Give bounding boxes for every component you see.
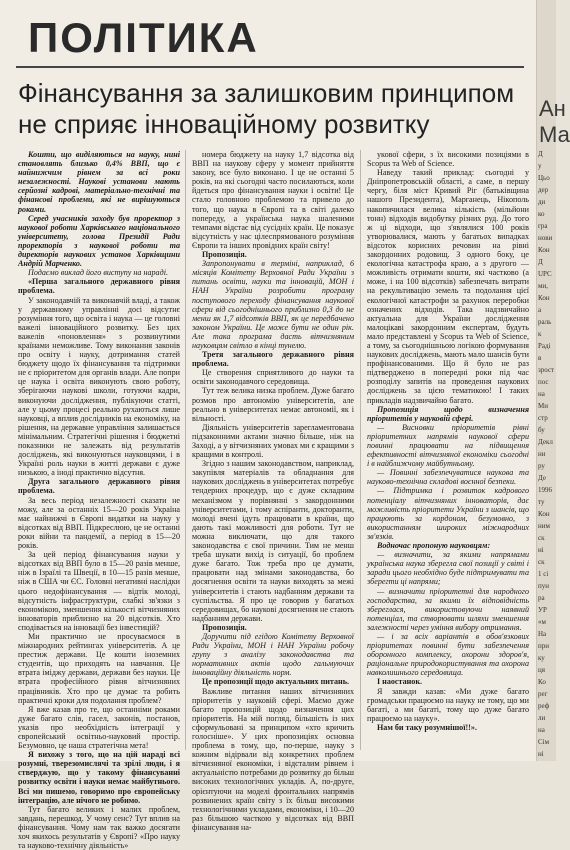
paragraph: — Висновки пріоритетів рівні пріоритетних напрямів наукової сфери повинні працювати на підвищення ефективності вітчизняної економіки сьогодні і в найближчому майбутньому. bbox=[367, 422, 529, 469]
article-column-1 bbox=[18, 150, 180, 850]
edge-text-line: пун bbox=[538, 582, 549, 590]
section-header bbox=[16, 14, 524, 64]
edge-text-line: ту bbox=[538, 498, 545, 506]
edge-text-line: реф bbox=[538, 702, 550, 710]
paragraph: Друга загального державного рівня проблема. bbox=[18, 477, 180, 496]
paragraph: Згідно з нашим законодавством, наприклад, закупівля матеріалів та обладнання для наукових досліджень в університетах потребує тендерних процедур, що є дуже складним механізмом у порівнянні з закордонними університетами, і тому аспіранти, докторанти, молоді вчені ідуть працювати в країни, що дають такі можливості для роботи. Тут не можна виключати, що для такого законодавства є свої причини. Тим не менш треба шукати вихід із ситуації, бо проблем дуже багато. Тож треба про це думати, працювати над змінами законодавства, бо досягнення освіти та науки виходять за межі університетів і стають надбанням держави та суспільства. Я про це говорив у багатьох середовищах, бо наукові досягнення не стають надбанням держави. bbox=[192, 459, 354, 623]
edge-text-line: стр bbox=[538, 414, 548, 422]
edge-text-line: ск bbox=[538, 558, 545, 566]
paragraph: — Підтримка і розвиток кадрового потенціалу вітчизняних інноваторів, дає можливість пріоритети України з шансів, що працюють за кордоном, безумовно, з використанням широких міжнародних зв'язків. bbox=[367, 486, 529, 541]
edge-text-line: Цьо bbox=[538, 174, 550, 182]
edge-text-line: Раді bbox=[538, 342, 551, 350]
edge-text-line: пос bbox=[538, 378, 549, 386]
edge-text-line: Д bbox=[538, 150, 543, 158]
paragraph: Доручити під егідою Комітету Верховної Ради України, МОН і НАН України робочу групу з аналізу законодавства та нормативних актів щодо гальмуючих інноваційну діяльність норм. bbox=[192, 631, 354, 678]
edge-text-line: ко bbox=[538, 210, 545, 218]
article-headline bbox=[18, 78, 528, 140]
paragraph: — визначити пріоритетні для народного господарства, за якими їх відповідність збереглася, використовуючи наявний потенціал, та створювати шляхи зменшення залежності через уміння вибору отримання. bbox=[367, 586, 529, 632]
paragraph: Тут теж велика низка проблем. Дуже багато розмов про автономію університетів, але реально в університетах немає автономії, як і вільності. bbox=[192, 386, 354, 423]
edge-text-line: ра bbox=[538, 594, 545, 602]
edge-text-line: ми, bbox=[538, 282, 548, 290]
edge-text-line: ні bbox=[538, 750, 544, 758]
paragraph: Я вихожу з того, що на цій нараді всі розумні, тверезомислячі та зрілі люди, і я стверджую, що у такому фінансуванні розвитку освіти і науки немає майбутнього. Всі ми пишемо, говоримо про європейську інтеграцію, але нічого не робимо. bbox=[18, 750, 180, 805]
edge-text-line: рег bbox=[538, 690, 548, 698]
edge-text-line: нови bbox=[538, 234, 553, 242]
edge-text-line: у bbox=[538, 162, 542, 170]
edge-text-line: ли bbox=[538, 714, 546, 722]
article-columns bbox=[18, 150, 530, 850]
paragraph: Кошти, що виділяються на науку, нині становлять близько 0,4% ВВП, що є найнижчим рівнем за всі роки незалежності. Наукові установи мають серйозні кадрові, матеріально-технічні та фінансові проблеми, які не вирішуються роками. bbox=[18, 150, 180, 214]
paragraph: У законодавчій та виконавчій владі, а також у державному управлінні досі відсутнє розуміння того, що освіта і наука — це головні важелі інноваційного розвитку. Без цих важелів «поновлення» з розвинутими країнами неможливе. Тому виконання законів про освіту і науку, дотримання статей бюджету щодо їх фінансування та підтримки не є пріоритетом для органів влади. Але попри це наука і освіта виконують свою роботу, зберігаючи наукові школи, готуючи кадри, виконуючи дослідження, публікуючи статті, але у цьому процесі реально рухаються лише науковці, а вплив дослідників на економіку, на рішення, на державне управління залишається мінімальним. Стратегічні рішення і бюджетні показники не залежать від результатів досліджень, які виконуються науковцями, і в Україні роль науки в житті держави є дуже низькою, а іноді практично відсутня. bbox=[18, 295, 180, 478]
edge-text-line: ск bbox=[538, 534, 545, 542]
paragraph: Наведу такий приклад: сьогодні у Дніпропетровській області, а саме, в першу чергу, біля міст Кривий Ріг (батьківщина нашого Президента), Марганець, Нікополь накопичилася велика кількість (мільйони тонн) відходів видобутку різних руд. До того ж ці відходи, що з'являлися 100 років утворювалися, мають у багатьох випадках відсоток корисних речовин на рівні закордонних родовищ. З одного боку, це екологічна катастрофа краю, а з другого — можливість отримати кошти, які частково (а може, і на 100 відсотків) забезпечать витрати на рекультивацію земель та подолання цієї екологічної катастрофи за рахунок переробки означених відходів. Така надзвичайно актуальна для України дослідження малоцікаві закордонним експертам, будуть мало представлені у Scopus та Web of Science, а тому, за сьогоднішньою логікою формування наукових досліджень, мають мало шансів бути профінансованими. Що й було не раз підтверджено в попередні роки під час розподілу запитів на проведення наукових досліджень за цією тематикою! І таких прикладів надзвичайно багато. bbox=[367, 168, 529, 405]
paragraph: номера бюджету на науку 1,7 відсотка від ВВП на наукову сферу у момент прийняття закону, все було виконано. І це не останні 5 років, на які сьогодні часто посилаються, коли йдеться про фінансування науки і освіти! Це стало головною проблемою та привело до того, що наука в Європі та в світі далеко попереду, а українська наука шаленими темпами відстає від сусідніх країн. Це показує відсутність у нас цілеспрямованого розуміння Європи та інших провідних країн світу! bbox=[192, 150, 354, 250]
edge-text-line: Ми bbox=[538, 402, 548, 410]
paragraph: За весь період незалежності сказати не можу, але за останніх 15—20 років Україна має найнижчі в Європі видатки на науку у відсотках від ВВП. Підкреслюю, це не останні роки війни та пандемії, а період в 15—20 років. bbox=[18, 495, 180, 551]
edge-text-line: на bbox=[538, 390, 545, 398]
section-label: ПОЛІТИКА bbox=[28, 14, 259, 61]
paragraph: Водночас пропоную науковцям: bbox=[377, 541, 491, 551]
headline-line-2: не сприяє інноваційному розвитку bbox=[18, 109, 430, 139]
paragraph: «Перша загального державного рівня проблема. bbox=[18, 277, 180, 296]
edge-text-line: при bbox=[538, 642, 549, 650]
edge-text-line: На bbox=[538, 630, 547, 638]
edge-text-line: UPC bbox=[538, 270, 552, 278]
paragraph: Подаємо виклад його виступу на нараді. bbox=[28, 268, 168, 278]
edge-text-line: ди bbox=[538, 198, 546, 206]
edge-text-line: гра bbox=[538, 222, 548, 230]
adjacent-text-fragments bbox=[538, 150, 555, 762]
edge-text-line: в bbox=[538, 354, 542, 362]
paragraph: Діяльність університетів зарегламентована підзаконними актами значно більше, ніж на Заході, а у вітчизняних умовах ми є кращими з кращими в контролі. bbox=[192, 422, 354, 460]
paragraph: За цей період фінансування науки у відсотках від ВВП було в 15—20 разів менше, ніж в Ізраїлі та Швеції, в 10—15 разів менше, ніж в США чи ЄС. Головні негативні наслідки цього недофінансування — відтік молоді, відсутність інфраструктури, слабкі зв'язки з економікою, зменшення кількості вітчизняних інноваторів приблизно на 20 відсотків. Хто сподівається на інновації без інвестицій? bbox=[18, 550, 180, 632]
edge-text-line: раль bbox=[538, 318, 552, 326]
edge-text-line: ця bbox=[538, 666, 545, 674]
edge-text-line: к bbox=[538, 330, 542, 338]
paragraph: Я завжди казав: «Ми дуже багато громадськи працюємо на науку не тому, що ми багаті, а ми багаті, тому що дуже багато працюємо на науку». bbox=[367, 686, 529, 723]
edge-text-line: Кон bbox=[538, 510, 550, 518]
edge-text-line: ру bbox=[538, 462, 545, 470]
edge-text-line: а bbox=[538, 306, 542, 314]
edge-text-line: Кон bbox=[538, 294, 550, 302]
edge-text-line: ні bbox=[538, 546, 544, 554]
paragraph: Важливе питання наших вітчизняних пріоритетів у науковій сфері. Маємо дуже багато пропозицій щодо визначення цих пріоритетів. На мій погляд, більшість із них сформульовані за принципом «хто кричить голосніше». У цих пропозиціях основна проблема в тому, що, по-перше, науку з кожним відірвали від конкретних проблем вітчизняної економіки, і відсталим рівнем і актуальністю потребами до розвитку до більш високих технологічних укладів. А, по-друге, орієнтуючи на моделі фронтальних напрямів розвинених країн світу з їх більш високими технологічними укладами, економіки, і 10—20 раз більшою часткою у відсотках від ВВП фінансування на- bbox=[192, 686, 354, 832]
paragraph: Пропозиція щодо визначення пріоритетів у науковій сфері. bbox=[367, 404, 529, 423]
paragraph: Запропонувати в терміні, наприклад, 6 місяців Комітету Верховної Ради України з питань освіти, науки та інновацій, МОН і НАН України розробити програму поступового переходу фінансування наукової сфери від сьогоднішнього приблизно 0,3 до не менш як 1,7 відсотків ВВП, як це передбачено законом України. Це може бути не один рік. Але така програма дасть вітчизняним науковцям світло в кінці тунелю. bbox=[192, 259, 354, 350]
paragraph: Нам би таку розумнішої!!». bbox=[377, 722, 477, 732]
edge-text-line: Кон bbox=[538, 246, 550, 254]
edge-text-line: ним bbox=[538, 522, 550, 530]
paragraph: Тут багато великих і малих проблем, завдань, перешкод. У чому сенс? Тут вплив на фінансування. Чому нам так важко досягати хоч якихось результатів у Європі? «Про науку та науково-технічну діяльність» bbox=[18, 804, 180, 850]
edge-text-line: Сім bbox=[538, 738, 550, 746]
paragraph: — Повинні забезпечуватися наукова та науково-технічна складові воєнної безпеки. bbox=[367, 468, 529, 487]
paragraph: Пропозиція. bbox=[202, 622, 247, 632]
paragraph: Третя загального державного рівня проблема. bbox=[192, 350, 354, 369]
paragraph: укової сфери, з їх високими позиціями в Scopus та Web of Science. bbox=[367, 150, 529, 169]
article-column-2 bbox=[192, 150, 354, 832]
edge-text-line: ку bbox=[538, 654, 545, 662]
edge-text-line: 1996 bbox=[538, 486, 552, 494]
paragraph: — і за всіх варіантів в обов'язкових пріоритетах повинні бути забезпечення оборонного комплексу, охорони здоров'я, раціональне природокористування та охорона навколишнього середовища. bbox=[367, 631, 529, 678]
headline-line-1: Фінансування за залишковим принципом bbox=[18, 78, 515, 108]
edge-text-line: на bbox=[538, 726, 545, 734]
edge-text-line: 1 сі bbox=[538, 570, 549, 578]
article-column-3 bbox=[367, 150, 529, 755]
paragraph: Це створення сприятливого до науки та освіти законодавчого середовища. bbox=[192, 368, 354, 387]
adjacent-headline-fragment: Ан Ма bbox=[539, 96, 570, 147]
paragraph: Серед учасників заходу був проректор з наукової роботи Харківського національного університету, голова Президії Ради проректорів з наукової роботи та директорів наукових установ Харківщини Андрій Марченко. bbox=[18, 213, 180, 269]
edge-text-line: Д bbox=[538, 258, 543, 266]
paragraph: — визначити, за якими напрямами українська наука зберегла свої позиції у світі і заради цього необхідно буде підтримувати та зберегти ці напрями; bbox=[367, 550, 529, 587]
section-rule bbox=[16, 66, 524, 68]
edge-text-line: Ко bbox=[538, 678, 546, 686]
paragraph: Пропозиція. bbox=[202, 250, 247, 260]
adjacent-page-edge bbox=[536, 0, 570, 761]
edge-text-line: Декл bbox=[538, 438, 553, 446]
edge-text-line: бу bbox=[538, 426, 545, 434]
edge-text-line: Де bbox=[538, 474, 546, 482]
paragraph: Ми практично не просуваємося в міжнародних рейтингах університетів. А це престиж держави. Це кошти іноземних студентів, що приходять на навчання. Це втрата іміджу держави, держави без науки. Це втрата професійного рівня вітчизняних працівників. Хто про це думає та робить практичні кроки для подолання проблем? bbox=[18, 631, 180, 705]
edge-text-line: «м bbox=[538, 618, 546, 626]
paragraph: Я вже казав про те, що останніми роками дуже багато слів, гасел, законів, постанов, указів про необхідність інтеграції у європейський освітньо-науковий простір. Безумовно, це наша стратегічна мета! bbox=[18, 704, 180, 751]
edge-text-line: дер bbox=[538, 186, 549, 194]
paragraph: І наостанок. bbox=[377, 677, 423, 687]
edge-text-line: УР bbox=[538, 606, 547, 614]
paragraph: Це пропозиції щодо актуальних питань. bbox=[202, 677, 350, 687]
edge-text-line: зрост bbox=[538, 366, 555, 374]
edge-text-line: ни bbox=[538, 450, 546, 458]
